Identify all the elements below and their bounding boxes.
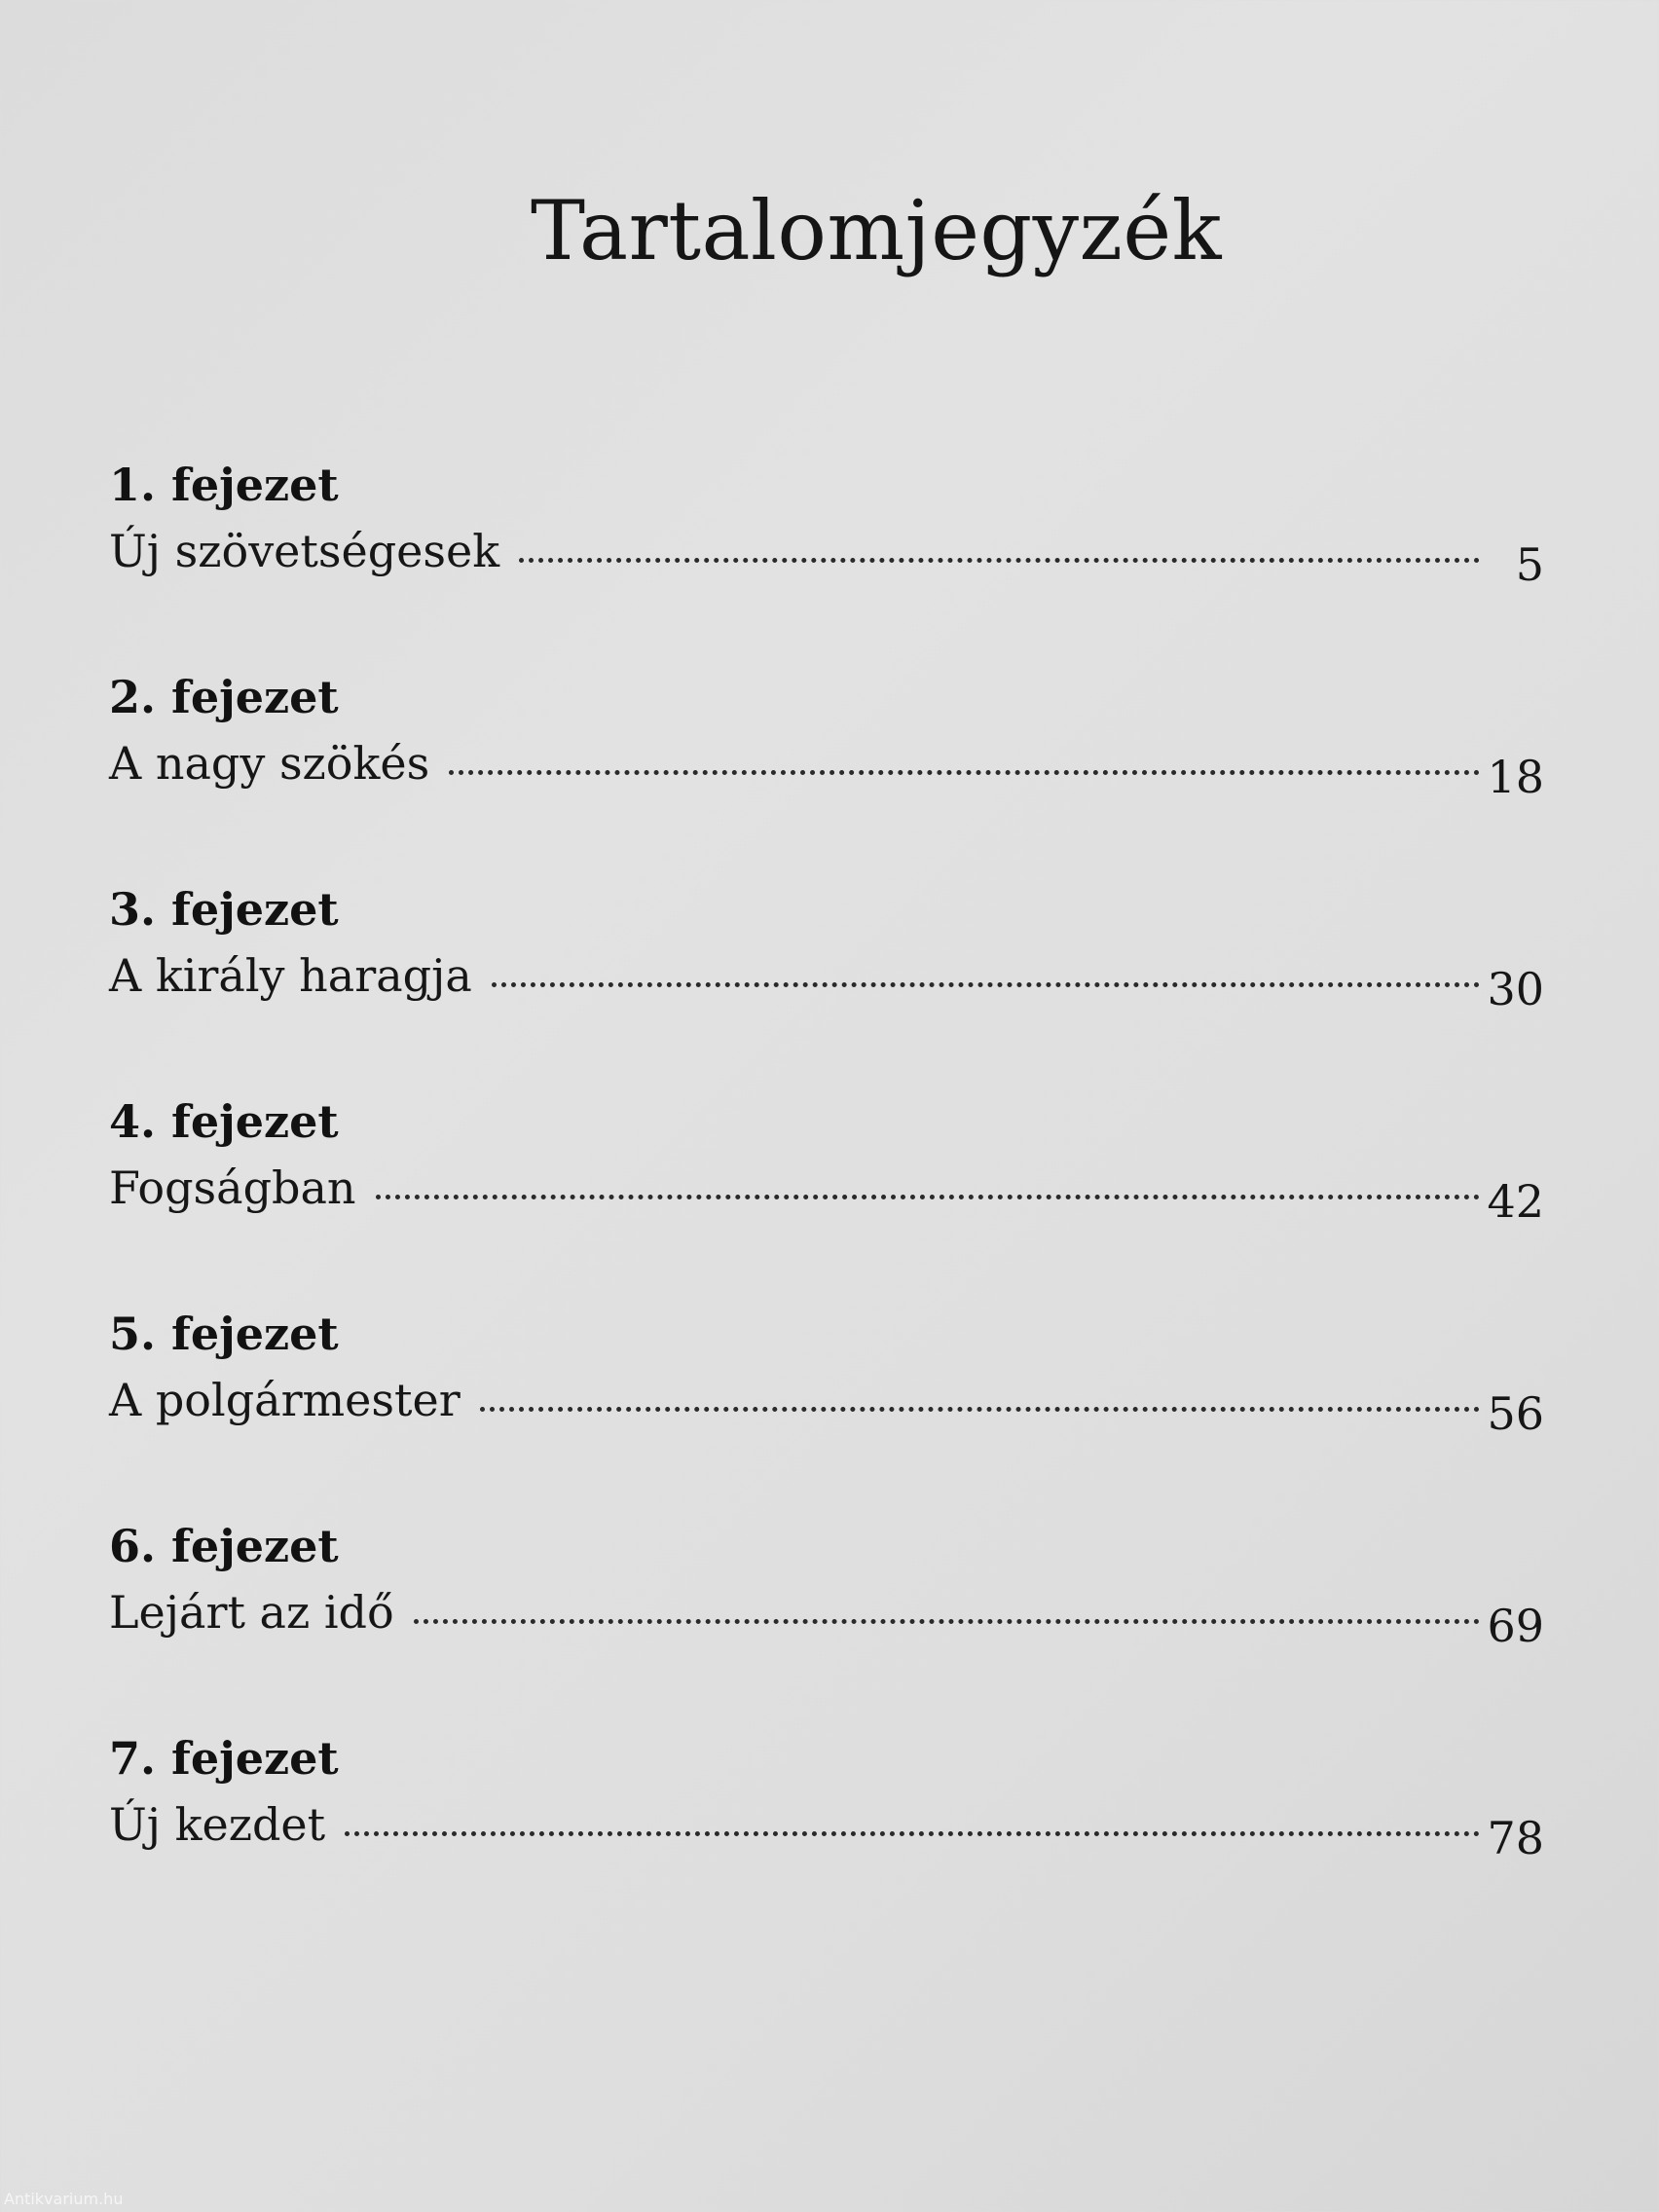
toc-line [109,734,1544,803]
dot-leader [376,1195,1480,1199]
toc-line [109,1795,1544,1864]
page-number: 30 [1487,963,1544,1015]
page-number: 78 [1487,1812,1544,1864]
dot-leader [449,770,1480,775]
chapter-label: 4. fejezet [109,1095,339,1148]
chapter-title: A nagy szökés [109,737,430,790]
chapter-label: 3. fejezet [109,883,339,936]
toc-line [109,1159,1544,1228]
toc-entry-1 [109,458,1544,670]
toc-entry-2 [109,670,1544,882]
page-title: Tartalomjegyzék [530,183,1222,278]
toc-entry-7 [109,1731,1544,1943]
chapter-title: Új szövetségesek [109,525,500,577]
toc-line [109,1583,1544,1652]
toc-line [109,1371,1544,1440]
chapter-label: 2. fejezet [109,671,339,723]
page-number: 42 [1487,1175,1544,1228]
watermark: Antikvarium.hu [4,2190,124,2208]
chapter-title: Lejárt az idő [109,1586,394,1639]
toc-line [109,946,1544,1015]
dot-leader [480,1407,1480,1412]
dot-leader [345,1831,1480,1836]
page-number: 18 [1487,751,1544,803]
page-number: 5 [1515,538,1544,591]
dot-leader [519,558,1480,563]
toc-entry-3 [109,882,1544,1094]
chapter-label: 6. fejezet [109,1520,339,1572]
chapter-label: 7. fejezet [109,1732,339,1785]
toc-entry-4 [109,1094,1544,1307]
chapter-label: 5. fejezet [109,1308,339,1360]
chapter-title: A király haragja [109,949,472,1002]
dot-leader [414,1619,1480,1624]
page-number: 69 [1487,1600,1544,1652]
chapter-title: A polgármester [109,1374,461,1426]
page-number: 56 [1487,1387,1544,1440]
dot-leader [492,982,1480,987]
table-of-contents [109,458,1544,1943]
toc-entry-5 [109,1307,1544,1519]
toc-entry-6 [109,1519,1544,1731]
chapter-label: 1. fejezet [109,459,339,511]
toc-line [109,522,1544,591]
chapter-title: Új kezdet [109,1798,326,1851]
chapter-title: Fogságban [109,1161,356,1214]
